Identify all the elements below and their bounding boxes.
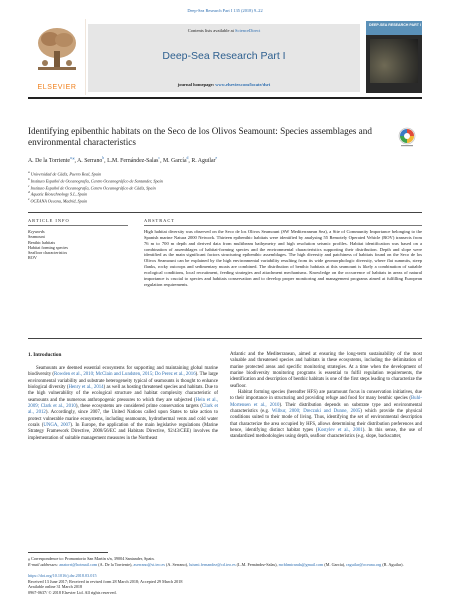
body-text: ). Accordingly, since 2007, the United Nations called upon States to take action to protect vulnerable marine ecosystems, including seamounts, hydrothermal vents and cold water corals ( <box>28 410 218 429</box>
affiliation-key: e <box>28 197 30 202</box>
affiliation-key: d <box>28 190 30 195</box>
body-paragraph <box>230 352 422 390</box>
affiliation-item <box>28 177 422 184</box>
affiliation-text: Universidad de Cádiz, Puerto Real, Spain <box>30 171 102 177</box>
affiliation-text: Instituto Español de Oceanografía, Centro Oceanográfico de Cádiz, Spain <box>30 184 156 190</box>
journal-title: Deep-Sea Research Part I <box>162 50 286 62</box>
body-text: ) as well as hosting threatened species and habitats. Due to the high vulnerability of the ecological structure and habitat complexity characteristic of seamounts and the numerous anthropogenic pressures to which they are subjected ( <box>28 385 219 403</box>
email-owner: (L.M. Fernández-Salas), <box>235 561 279 567</box>
author-list <box>28 155 422 165</box>
citation-link[interactable]: Henry et al., 2014 <box>68 385 104 391</box>
email-link[interactable]: aserrano@st.ieo.es <box>133 561 165 567</box>
citation-link[interactable]: Kostylev et al., 2001 <box>317 428 363 434</box>
email-link[interactable]: luismi.fernandez@cd.ieo.es <box>189 561 236 567</box>
article-info-heading: ARTICLE INFO <box>28 218 70 223</box>
body-column-left <box>28 366 218 442</box>
corresponding-author-note: ⁎ Correspondence to: Promontorio San Martín s/n, 39004 Santander, Spain. <box>28 556 155 561</box>
masthead-rule <box>28 97 422 99</box>
article-history <box>28 573 422 595</box>
body-paragraph <box>230 390 422 441</box>
email-owner: (R. Aguilar). <box>381 561 404 567</box>
body-text: ). In Europe, the application of the main legislative regulations (Marine Strategy Framework Directive, 2008/56/EC and Habitats Directive, 92/43/CEE) involves the implementation of suitable management measures in the Northeast <box>28 423 218 441</box>
cover-band <box>366 21 422 35</box>
affiliation-item <box>28 184 422 191</box>
keywords-block <box>28 229 128 261</box>
body-text: ). In this sense, the use of standardized methodologies using depth, seafloor characteristics (e.g. slope, backscatter, <box>230 428 422 440</box>
author-separator: , <box>188 157 192 164</box>
author-affiliation-marker[interactable]: c <box>158 156 161 160</box>
affiliation-key: a <box>28 170 30 174</box>
body-text: Atlantic and the Mediterranean, aimed at ensuring the long-term sustainability of the most valuable and threatened species and habitats in these ecosystems, including the delimitation of marine protected areas and specific monitoring strategies. At a time when the development of marine biodiversity monitoring programs is essential to fulfil regulation requirements, the identification and description of benthic habitats is one of the first steps leading to characterize the seafloor. <box>230 352 422 389</box>
author-separator: , <box>104 157 108 164</box>
article-info-rule <box>28 225 128 226</box>
abstract-heading: ABSTRACT <box>144 218 175 223</box>
info-top-rule <box>28 212 422 213</box>
elsevier-wordmark: ELSEVIER <box>37 84 77 91</box>
homepage-link[interactable]: www.elsevier.com/locate/dsri <box>215 82 271 87</box>
cover-photo <box>370 39 418 83</box>
available-online: Available online 31 March 2018 <box>28 584 83 590</box>
body-text: Habitat forming species (hereafter HFS) are paramount focus in conservation initiatives, due to their importance in structuring and providing refuge and food for many benthic species ( <box>230 390 422 402</box>
abstract-bottom-rule <box>28 338 422 339</box>
body-text: ) which provide the physical conditions suited to their mode of living. Thus, identifying the set of environmental description that characterize the area occupied by HFS, allows determining their distribution preferences and hence, identifying distinct habitat types ( <box>230 409 422 434</box>
affiliation-item <box>28 190 422 197</box>
issn-copyright: 0967-0637/ © 2018 Elsevier Ltd. All rights reserved. <box>28 589 117 595</box>
body-paragraph <box>28 366 218 442</box>
email-addresses <box>28 562 422 568</box>
author-affiliation-marker[interactable]: d <box>186 156 189 160</box>
affiliation-item <box>28 170 422 177</box>
abstract-rule <box>144 225 422 226</box>
homepage-prefix: journal homepage: <box>177 82 216 87</box>
journal-masthead <box>28 19 422 95</box>
affiliation-text: OCEANA Oceana, Madrid, Spain <box>30 198 88 204</box>
affiliation-key: b <box>28 176 30 181</box>
contents-line <box>88 28 360 33</box>
journal-citation[interactable]: Deep-Sea Research Part I 135 (2018) 9–22 <box>187 8 263 13</box>
footnotes <box>28 556 422 567</box>
body-text: ). The large environmental variability and substrate heterogeneity typical of seamounts is thought to enhance biological diversity ( <box>28 372 218 391</box>
footnote-rule <box>28 552 108 553</box>
homepage-line <box>88 82 360 87</box>
elsevier-tree-icon <box>34 25 80 73</box>
email-label: E-mail addresses: <box>28 561 60 567</box>
email-owner: (M. García), <box>323 561 347 567</box>
citation-link[interactable]: Rowden et al., 2010; McClain and Lundsten, 2015; Do Perez et al., 2016 <box>54 372 196 378</box>
email-owner: (A. Serrano), <box>164 561 190 567</box>
crossmark-icon[interactable] <box>398 127 416 147</box>
author-separator: , <box>160 157 164 164</box>
keyword-item: Seafloor characteristics <box>28 250 68 256</box>
citation-link[interactable]: UNGA, 2007 <box>43 423 71 429</box>
author-name[interactable]: M. García <box>163 157 187 164</box>
cover-title: DEEP-SEA RESEARCH PART I <box>369 23 421 27</box>
citation-link[interactable]: Clark et al., 2012 <box>28 404 218 416</box>
citation-link[interactable]: Wilbur, 2000; Dreczuki and Dunne, 2005 <box>271 409 361 415</box>
author-affiliation-marker[interactable]: e <box>215 156 218 160</box>
keyword-item: ROV <box>28 255 37 261</box>
keywords-label: Keywords <box>28 229 45 234</box>
keyword-item: Habitat forming species <box>28 244 69 250</box>
doi-link[interactable]: https://doi.org/10.1016/j.dsr.2018.03.015 <box>28 573 97 578</box>
author-affiliation-marker[interactable]: b <box>102 156 105 160</box>
citation-link[interactable]: Buhl-Mortensen et al., 2010 <box>230 396 422 408</box>
citation-link[interactable]: Hein et al., 2009; Clark et al., 2010 <box>28 397 218 410</box>
body-text: Seamounts are deemed essential ecosystems for supporting and maintaining global marine biodiversity ( <box>28 366 218 378</box>
email-link[interactable]: mcbhmiranda@gmail.com <box>278 561 324 567</box>
affiliation-list <box>28 170 422 204</box>
elsevier-logo[interactable] <box>28 19 86 95</box>
masthead-band <box>88 24 360 92</box>
received-dates: Received 13 June 2017; Received in revised form 28 March 2018; Accepted 29 March 2018 <box>28 578 183 584</box>
affiliation-key: c <box>28 183 30 188</box>
body-column-right <box>230 352 422 441</box>
section-heading-introduction: 1. Introduction <box>28 352 62 358</box>
affiliation-item <box>28 197 422 204</box>
keyword-item: Seamount <box>28 234 45 240</box>
author-separator: , <box>74 157 78 164</box>
email-owner: (A. De la Torriente), <box>97 561 134 567</box>
affiliation-text: Aquatic Biotechnology S.L, Spain <box>30 191 88 197</box>
journal-cover-image[interactable] <box>366 21 422 93</box>
author-name[interactable]: A. De la Torriente <box>28 157 70 164</box>
author-affiliation-marker[interactable]: a,⁎ <box>69 156 75 160</box>
abstract-text: High habitat diversity was observed on the Seco de los Olivos Seamount (SW Mediterranean Sea), a Site of Community Importance belonging to the Spanish marine Natura 2000 Network. Thirteen epibenthic habitats were identified by analysing 55 Remotely Operated Vehicle (ROV) transects from 76 m to 700 m depth and derived data from multibeam bathymetry and high resolution seismic profiles. Habitat identification was based on a combination of assemblages of habitat-forming species and the environmental characteristics supporting their distribution. Depth and slope were identified as the main significant factors structuring epibenthic assemblages. The high diversity and patchiness of habitats found on the Seco de los Olivos Seamount can be explained by the high environmental variability resulting from its wide geomorphologic diversity, where flat summits, steep flanks, rocky outcrops and sedimentary moats are combined. The distribution of benthic habitats at this seamount is likely a combination of suitable ecological conditions, local recruitment, feeding strategies and attachment mechanisms. Knowledge on the occurrence of habitats in areas of natural importance is crucial to species and habitats conservation and to develop proper monitoring and management programs aimed at fulfilling European regulation requirements. <box>144 229 422 287</box>
sciencedirect-link[interactable]: ScienceDirect <box>235 28 261 33</box>
body-text: ). Their distribution depends on substrate type and environmental characteristics (e.g. <box>230 402 422 415</box>
article-title: Identifying epibenthic habitats on the Seco de los Olivos Seamount: Species assemblages and environmental characteristics <box>28 126 372 148</box>
contents-prefix: Contents lists available at <box>187 28 235 33</box>
author-name[interactable]: R. Aguilar <box>191 157 216 164</box>
body-text: ), these ecosystems are considered prime conservation targets ( <box>75 404 202 410</box>
keyword-item: Benthic habitats <box>28 239 56 245</box>
affiliation-text: Instituto Español de Oceanografía, Centro Oceanográfico de Santander, Spain <box>30 178 163 184</box>
email-link[interactable]: raguilar@oceana.org <box>346 561 382 567</box>
author-name[interactable]: L.M. Fernández-Salas <box>107 157 159 164</box>
email-link[interactable]: anatorri@hotmail.com <box>59 561 98 567</box>
author-name[interactable]: A. Serrano <box>77 157 103 164</box>
